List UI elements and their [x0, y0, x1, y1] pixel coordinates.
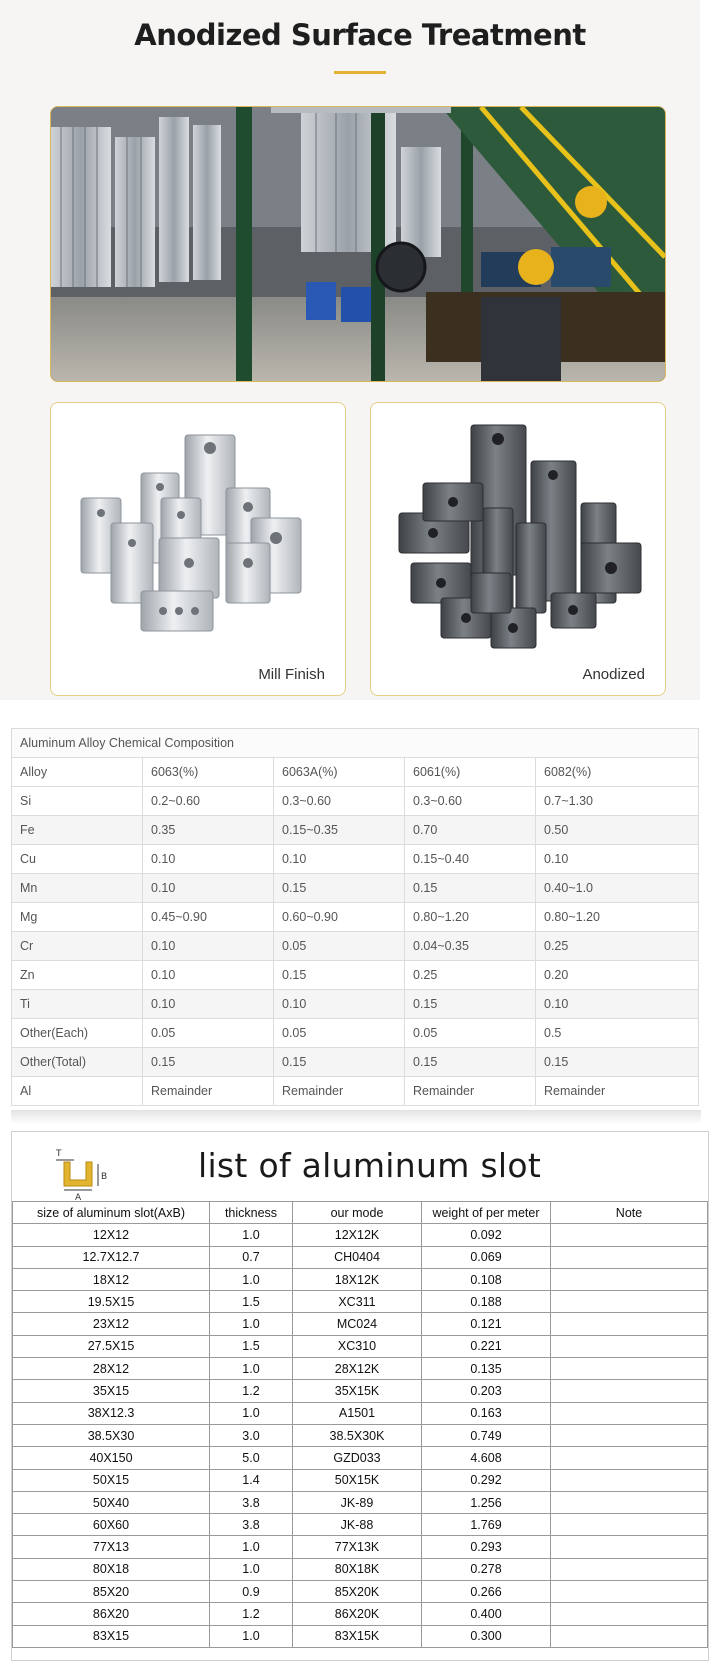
table-cell: 0.163	[422, 1402, 551, 1424]
table-cell: Fe	[12, 816, 143, 845]
table-cell: 3.8	[210, 1514, 293, 1536]
slot-table-body	[13, 1224, 708, 1648]
table-cell	[551, 1469, 708, 1491]
table-cell	[551, 1291, 708, 1313]
column-header: 6061(%)	[405, 758, 536, 787]
table-cell: 77X13	[13, 1536, 210, 1558]
table-cell	[551, 1625, 708, 1647]
table-cell: 85X20	[13, 1581, 210, 1603]
table-cell	[551, 1603, 708, 1625]
table-cell: 1.0	[210, 1402, 293, 1424]
table-cell: 3.8	[210, 1491, 293, 1513]
table-cell: 1.0	[210, 1224, 293, 1246]
column-header: thickness	[210, 1202, 293, 1224]
table-row	[12, 932, 699, 961]
table-cell: 0.35	[143, 816, 274, 845]
table-cell: Ti	[12, 990, 143, 1019]
table-cell: Mn	[12, 874, 143, 903]
table-cell: 0.266	[422, 1581, 551, 1603]
table-cell: 0.50	[536, 816, 699, 845]
mill-finish-card	[50, 402, 346, 696]
table-cell: 0.15	[274, 874, 405, 903]
table-row	[12, 903, 699, 932]
table-cell: 0.15	[405, 1048, 536, 1077]
table-cell: 50X15	[13, 1469, 210, 1491]
table-cell: 0.05	[274, 1019, 405, 1048]
table-cell: 0.108	[422, 1268, 551, 1290]
table-cell	[551, 1380, 708, 1402]
table-cell: 0.10	[143, 874, 274, 903]
anodized-card	[370, 402, 666, 696]
table-cell: Remainder	[274, 1077, 405, 1106]
table-row	[13, 1558, 708, 1580]
table-cell: 0.60~0.90	[274, 903, 405, 932]
icon-label-b: B	[101, 1172, 108, 1182]
section-title: Anodized Surface Treatment	[134, 18, 586, 52]
table-cell: 1.2	[210, 1380, 293, 1402]
table-cell: 18X12	[13, 1268, 210, 1290]
table-cell: 0.7	[210, 1246, 293, 1268]
table-row	[13, 1291, 708, 1313]
column-header: 6063A(%)	[274, 758, 405, 787]
table-cell: 0.2~0.60	[143, 787, 274, 816]
table-cell: Other(Each)	[12, 1019, 143, 1048]
table-cell: 0.15	[143, 1048, 274, 1077]
table-cell	[551, 1224, 708, 1246]
table-row	[13, 1581, 708, 1603]
table-row	[13, 1402, 708, 1424]
table-row	[13, 1469, 708, 1491]
table-cell: 0.300	[422, 1625, 551, 1647]
table-cell: 12X12	[13, 1224, 210, 1246]
table-cell: 0.04~0.35	[405, 932, 536, 961]
table-cell: 40X150	[13, 1447, 210, 1469]
table-cell	[551, 1402, 708, 1424]
table-cell: 0.40~1.0	[536, 874, 699, 903]
table-cell: GZD033	[293, 1447, 422, 1469]
table-cell: 4.608	[422, 1447, 551, 1469]
table-cell: 38X12.3	[13, 1402, 210, 1424]
table-cell: 0.80~1.20	[405, 903, 536, 932]
anodized-label: Anodized	[582, 666, 645, 683]
table-row	[12, 961, 699, 990]
table-cell	[551, 1491, 708, 1513]
column-header: weight of per meter	[422, 1202, 551, 1224]
table-cell: 1.0	[210, 1313, 293, 1335]
table-cell: 12X12K	[293, 1224, 422, 1246]
column-header: Note	[551, 1202, 708, 1224]
table-row	[13, 1224, 708, 1246]
table-cell: 0.188	[422, 1291, 551, 1313]
table-row	[13, 1313, 708, 1335]
table-cell: 0.10	[536, 990, 699, 1019]
table-row	[13, 1424, 708, 1446]
column-header: Alloy	[12, 758, 143, 787]
table-cell: 35X15	[13, 1380, 210, 1402]
table-cell: Other(Total)	[12, 1048, 143, 1077]
table-cell: 0.10	[143, 990, 274, 1019]
table-cell: 19.5X15	[13, 1291, 210, 1313]
table-row	[13, 1335, 708, 1357]
table-cell	[551, 1335, 708, 1357]
table-cell: JK-89	[293, 1491, 422, 1513]
icon-label-a: A	[75, 1193, 82, 1200]
slot-profile-icon	[52, 1142, 122, 1200]
surface-treatment-section	[0, 0, 700, 700]
table-cell: Cr	[12, 932, 143, 961]
table-cell: 0.25	[405, 961, 536, 990]
slot-list-title: list of aluminum slot	[198, 1146, 542, 1185]
table-cell: 0.135	[422, 1358, 551, 1380]
table-cell: 0.10	[274, 990, 405, 1019]
slot-header-row	[13, 1202, 708, 1224]
table-cell: 0.10	[143, 932, 274, 961]
table-caption-row	[12, 729, 699, 758]
table-cell: 35X15K	[293, 1380, 422, 1402]
table-cell: 0.069	[422, 1246, 551, 1268]
table-cell: 3.0	[210, 1424, 293, 1446]
table-cell: 80X18K	[293, 1558, 422, 1580]
table-cell: 0.10	[536, 845, 699, 874]
table-cell: 23X12	[13, 1313, 210, 1335]
table-cell: JK-88	[293, 1514, 422, 1536]
table-cell: 0.749	[422, 1424, 551, 1446]
table-cell: 0.15	[536, 1048, 699, 1077]
table-row	[13, 1358, 708, 1380]
table-cell: 0.15~0.40	[405, 845, 536, 874]
table-row	[12, 816, 699, 845]
table-cell: 85X20K	[293, 1581, 422, 1603]
table-cell: 0.203	[422, 1380, 551, 1402]
mill-finish-profiles-image	[51, 403, 345, 695]
table-cell: 0.25	[536, 932, 699, 961]
title-underline	[334, 71, 386, 74]
table-row	[12, 1077, 699, 1106]
table-cell: 0.20	[536, 961, 699, 990]
table-cell	[551, 1313, 708, 1335]
table-cell: 1.769	[422, 1514, 551, 1536]
table-row	[13, 1603, 708, 1625]
table-cell: 1.4	[210, 1469, 293, 1491]
table-cell: 38.5X30K	[293, 1424, 422, 1446]
table-row	[13, 1246, 708, 1268]
table-row	[13, 1536, 708, 1558]
table-cell	[551, 1424, 708, 1446]
table-cell: 0.05	[274, 932, 405, 961]
table-cell: 38.5X30	[13, 1424, 210, 1446]
table-cell: 12.7X12.7	[13, 1246, 210, 1268]
table-cell: 0.7~1.30	[536, 787, 699, 816]
table-cell: 0.10	[143, 845, 274, 874]
table-cell: A1501	[293, 1402, 422, 1424]
table-row	[13, 1625, 708, 1647]
table-cell: 0.15	[405, 874, 536, 903]
table-cell	[551, 1246, 708, 1268]
table-divider	[11, 1110, 701, 1124]
table-cell: 28X12	[13, 1358, 210, 1380]
column-header: 6082(%)	[536, 758, 699, 787]
chemical-composition-table	[11, 728, 699, 1106]
chem-table-body	[12, 787, 699, 1106]
table-row	[12, 1048, 699, 1077]
table-cell: Remainder	[536, 1077, 699, 1106]
table-cell: 50X40	[13, 1491, 210, 1513]
table-cell: MC024	[293, 1313, 422, 1335]
table-cell: 0.15	[405, 990, 536, 1019]
anodized-profiles-image	[371, 403, 665, 695]
table-cell: XC311	[293, 1291, 422, 1313]
table-cell: 1.0	[210, 1558, 293, 1580]
table-cell	[551, 1514, 708, 1536]
table-cell: Mg	[12, 903, 143, 932]
table-cell: 1.0	[210, 1268, 293, 1290]
table-row	[12, 990, 699, 1019]
table-cell: 27.5X15	[13, 1335, 210, 1357]
table-cell: 80X18	[13, 1558, 210, 1580]
table-cell: 1.2	[210, 1603, 293, 1625]
icon-label-t: T	[56, 1149, 62, 1159]
table-cell: 0.45~0.90	[143, 903, 274, 932]
table-cell	[551, 1447, 708, 1469]
table-cell: 0.05	[405, 1019, 536, 1048]
table-cell: XC310	[293, 1335, 422, 1357]
table-row	[12, 1019, 699, 1048]
table-cell: 60X60	[13, 1514, 210, 1536]
table-header-row	[12, 758, 699, 787]
table-cell: 1.256	[422, 1491, 551, 1513]
table-cell: 0.3~0.60	[405, 787, 536, 816]
table-cell: Si	[12, 787, 143, 816]
table-cell	[551, 1358, 708, 1380]
column-header: our mode	[293, 1202, 422, 1224]
table-cell: 0.9	[210, 1581, 293, 1603]
table-cell: 18X12K	[293, 1268, 422, 1290]
table-row	[13, 1380, 708, 1402]
table-cell: 0.400	[422, 1603, 551, 1625]
table-cell: 1.0	[210, 1358, 293, 1380]
table-cell: Al	[12, 1077, 143, 1106]
table-cell: 0.121	[422, 1313, 551, 1335]
table-cell: 0.5	[536, 1019, 699, 1048]
table-cell: 0.05	[143, 1019, 274, 1048]
mill-finish-label: Mill Finish	[258, 666, 325, 683]
table-cell: 0.092	[422, 1224, 551, 1246]
table-cell: Remainder	[405, 1077, 536, 1106]
table-cell: 0.292	[422, 1469, 551, 1491]
table-cell: 0.278	[422, 1558, 551, 1580]
table-cell	[551, 1581, 708, 1603]
table-cell: 28X12K	[293, 1358, 422, 1380]
table-cell: 1.5	[210, 1335, 293, 1357]
table-row	[12, 787, 699, 816]
table-cell: 50X15K	[293, 1469, 422, 1491]
table-cell: 0.293	[422, 1536, 551, 1558]
aluminum-slot-list	[11, 1131, 709, 1661]
table-row	[13, 1447, 708, 1469]
table-cell: 1.5	[210, 1291, 293, 1313]
table-row	[13, 1514, 708, 1536]
table-cell: 0.10	[274, 845, 405, 874]
table-cell: Zn	[12, 961, 143, 990]
table-cell: 77X13K	[293, 1536, 422, 1558]
table-cell: 1.0	[210, 1536, 293, 1558]
table-cell: 86X20	[13, 1603, 210, 1625]
column-header: 6063(%)	[143, 758, 274, 787]
table-cell	[551, 1558, 708, 1580]
table-cell: 0.15~0.35	[274, 816, 405, 845]
table-cell: 86X20K	[293, 1603, 422, 1625]
table-cell: 0.10	[143, 961, 274, 990]
table-cell: 5.0	[210, 1447, 293, 1469]
table-cell: 83X15	[13, 1625, 210, 1647]
table-cell: 0.70	[405, 816, 536, 845]
table-cell	[551, 1268, 708, 1290]
table-cell: 83X15K	[293, 1625, 422, 1647]
column-header: size of aluminum slot(AxB)	[13, 1202, 210, 1224]
table-row	[13, 1268, 708, 1290]
table-cell	[551, 1536, 708, 1558]
table-caption: Aluminum Alloy Chemical Composition	[12, 729, 699, 758]
factory-photo	[50, 106, 666, 382]
table-row	[12, 845, 699, 874]
table-cell: 1.0	[210, 1625, 293, 1647]
table-cell: 0.3~0.60	[274, 787, 405, 816]
table-cell: 0.221	[422, 1335, 551, 1357]
table-cell: Remainder	[143, 1077, 274, 1106]
table-cell: 0.80~1.20	[536, 903, 699, 932]
table-row	[13, 1491, 708, 1513]
table-cell: Cu	[12, 845, 143, 874]
table-row	[12, 874, 699, 903]
table-cell: 0.15	[274, 1048, 405, 1077]
table-cell: CH0404	[293, 1246, 422, 1268]
slot-table	[12, 1201, 708, 1648]
table-cell: 0.15	[274, 961, 405, 990]
